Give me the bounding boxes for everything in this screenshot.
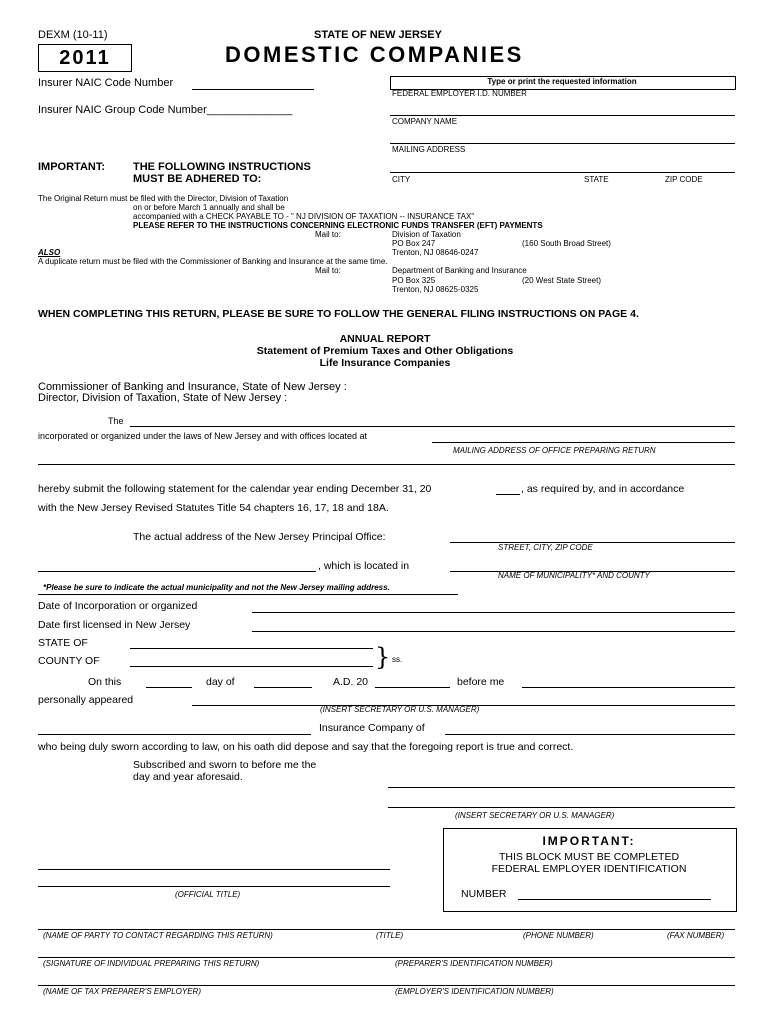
important-line2: MUST BE ADHERED TO:	[133, 173, 262, 185]
type-print-text: Type or print the requested information	[487, 77, 637, 86]
signature-label: (SIGNATURE OF INDIVIDUAL PREPARING THIS RETURN)	[43, 959, 260, 968]
employer-line[interactable]	[38, 985, 735, 986]
report-title: ANNUAL REPORT	[339, 333, 431, 345]
office-line-1[interactable]	[432, 442, 735, 443]
report-subtitle: Statement of Premium Taxes and Other Obligations	[256, 345, 514, 357]
filing-notice: WHEN COMPLETING THIS RETURN, PLEASE BE SURE TO FOLLOW THE GENERAL FILING INSTRUCTIONS ON PAGE 4.	[38, 308, 639, 320]
form-code: DEXM (10-11)	[38, 29, 108, 41]
ss-label: ss.	[392, 655, 403, 664]
date-incorp-label: Date of Incorporation or organized	[38, 600, 198, 612]
insert-sec-label-2: (INSERT SECRETARY OR U.S. MANAGER)	[455, 811, 615, 820]
personally-label: personally appeared	[38, 694, 134, 706]
naic-group-label[interactable]: Insurer NAIC Group Code Number______________	[38, 104, 293, 116]
statutes-text: with the New Jersey Revised Statutes Title 54 chapters 16, 17, 18 and 18A.	[38, 502, 389, 514]
day-of-label: day of	[206, 676, 235, 688]
important-label: IMPORTANT:	[38, 161, 106, 173]
mailing-office-label: MAILING ADDRESS OF OFFICE PREPARING RETURN	[453, 446, 656, 455]
fein-number-label: NUMBER	[461, 888, 507, 900]
fein-number-line[interactable]	[518, 899, 711, 900]
located-text: , which is located in	[318, 560, 410, 572]
mail-to-2: Mail to:	[315, 266, 341, 275]
actual-address-text: The actual address of the New Jersey Principal Office:	[133, 531, 386, 543]
also-label: ALSO	[38, 248, 61, 257]
state-title: STATE OF NEW JERSEY	[314, 29, 442, 41]
commissioner-line: Commissioner of Banking and Insurance, State of New Jersey :	[38, 381, 347, 393]
on-this-line[interactable]	[146, 687, 192, 688]
date-incorp-line[interactable]	[252, 612, 735, 613]
mailing-address-label: MAILING ADDRESS	[392, 145, 466, 154]
ad-line[interactable]	[375, 687, 450, 688]
addr1-c: Trenton, NJ 08646-0247	[392, 248, 479, 257]
important-box-line2: FEDERAL EMPLOYER IDENTIFICATION	[491, 863, 687, 875]
sworn-line-2[interactable]	[388, 807, 735, 808]
subscribed-line1: Subscribed and sworn to before me the	[133, 759, 317, 771]
date-licensed-line[interactable]	[252, 631, 735, 632]
signature-line[interactable]	[38, 957, 735, 958]
municipality-note: *Please be sure to indicate the actual municipality and not the New Jersey mailing address.	[43, 583, 390, 592]
on-this-label: On this	[88, 676, 122, 688]
fax-label: (FAX NUMBER)	[667, 931, 725, 940]
insurance-of-line[interactable]	[445, 734, 735, 735]
street-label: STREET, CITY, ZIP CODE	[498, 543, 593, 552]
addr1-b: PO Box 247	[392, 239, 436, 248]
company-name-line[interactable]	[390, 115, 735, 116]
phone-label: (PHONE NUMBER)	[523, 931, 594, 940]
party-label: (NAME OF PARTY TO CONTACT REGARDING THIS RETURN)	[43, 931, 273, 940]
notary-signature-line[interactable]	[38, 869, 390, 870]
sworn-text: who being duly sworn according to law, on his oath did depose and say that the foregoing report is true and correct.	[38, 741, 574, 753]
addr2-c: Trenton, NJ 08625-0325	[392, 285, 479, 294]
instr-l1: The Original Return must be filed with the Director, Division of Taxation	[38, 194, 289, 203]
director-line: Director, Division of Taxation, State of New Jersey :	[38, 392, 288, 404]
instr-l2: on or before March 1 annually and shall be	[133, 203, 285, 212]
the-label: The	[108, 416, 124, 426]
addr1-b2: (160 South Broad Street)	[522, 239, 611, 248]
city-label: CITY	[392, 175, 411, 184]
mail-to-1: Mail to:	[315, 230, 341, 239]
employer-label: (NAME OF TAX PREPARER'S EMPLOYER)	[43, 987, 201, 996]
sworn-line-1[interactable]	[388, 787, 735, 788]
state-of-label: STATE OF	[38, 637, 88, 649]
dup-text: A duplicate return must be filed with the Commissioner of Banking and Insurance at the same time.	[38, 257, 388, 266]
official-title-line[interactable]	[38, 886, 390, 887]
important-box-title: IMPORTANT:	[542, 834, 636, 848]
before-me-line[interactable]	[522, 687, 735, 688]
insurance-co-label: Insurance Company of	[319, 722, 425, 734]
county-of-line[interactable]	[130, 666, 373, 667]
subscribed-line2: day and year aforesaid.	[133, 771, 243, 783]
official-title-label: (OFFICIAL TITLE)	[175, 890, 241, 899]
addr2-b2: (20 West State Street)	[522, 276, 601, 285]
city-line[interactable]	[390, 172, 735, 173]
instr-l3: accompanied with a CHECK PAYABLE TO - " NJ DIVISION OF TAXATION -- INSURANCE TAX"	[133, 212, 475, 221]
addr2-a: Department of Banking and Insurance	[392, 266, 527, 275]
year-box: 2011	[38, 44, 132, 72]
addr2-b: PO Box 325	[392, 276, 436, 285]
incorporated-text: incorporated or organized under the laws of New Jersey and with offices located at	[38, 431, 368, 441]
mailing-address-line[interactable]	[390, 143, 735, 144]
naic-code-line[interactable]	[192, 89, 314, 90]
addr1-a: Division of Taxation	[392, 230, 461, 239]
zip-label: ZIP CODE	[665, 175, 703, 184]
hereby-text: hereby submit the following statement for the calendar year ending December 31, 20	[38, 483, 432, 495]
instr-l4: PLEASE REFER TO THE INSTRUCTIONS CONCERNING ELECTRONIC FUNDS TRANSFER (EFT) PAYMENTS	[133, 221, 543, 230]
as-required-text: , as required by, and in accordance	[521, 483, 685, 495]
important-box-line1: THIS BLOCK MUST BE COMPLETED	[498, 851, 680, 863]
important-line1: THE FOLLOWING INSTRUCTIONS	[133, 161, 311, 173]
day-of-line[interactable]	[254, 687, 312, 688]
preparer-id-label: (PREPARER'S IDENTIFICATION NUMBER)	[395, 959, 553, 968]
brace-glyph: }	[375, 643, 391, 671]
state-label: STATE	[584, 175, 609, 184]
company-name-label: COMPANY NAME	[392, 117, 458, 126]
report-type: Life Insurance Companies	[319, 357, 451, 369]
naic-code-label: Insurer NAIC Code Number	[38, 77, 174, 89]
office-line-2[interactable]	[38, 464, 735, 465]
employer-id-label: (EMPLOYER'S IDENTIFICATION NUMBER)	[395, 987, 554, 996]
title-label: (TITLE)	[376, 931, 404, 940]
state-of-line[interactable]	[130, 648, 373, 649]
year-line[interactable]	[496, 494, 520, 495]
located-line-left[interactable]	[38, 571, 316, 572]
municipality-label: NAME OF MUNICIPALITY* AND COUNTY	[498, 571, 650, 580]
county-of-label: COUNTY OF	[38, 655, 100, 667]
main-title: DOMESTIC COMPANIES	[225, 42, 524, 67]
insert-sec-label: (INSERT SECRETARY OR U.S. MANAGER)	[320, 705, 480, 714]
before-me-label: before me	[457, 676, 505, 688]
contact-line[interactable]	[38, 929, 735, 930]
note-underline	[38, 594, 458, 595]
date-licensed-label: Date first licensed in New Jersey	[38, 619, 191, 631]
ad-label: A.D. 20	[333, 676, 369, 688]
federal-id-label: FEDERAL EMPLOYER I.D. NUMBER	[392, 89, 527, 98]
company-line[interactable]	[130, 426, 735, 427]
insurance-co-line[interactable]	[38, 734, 311, 735]
